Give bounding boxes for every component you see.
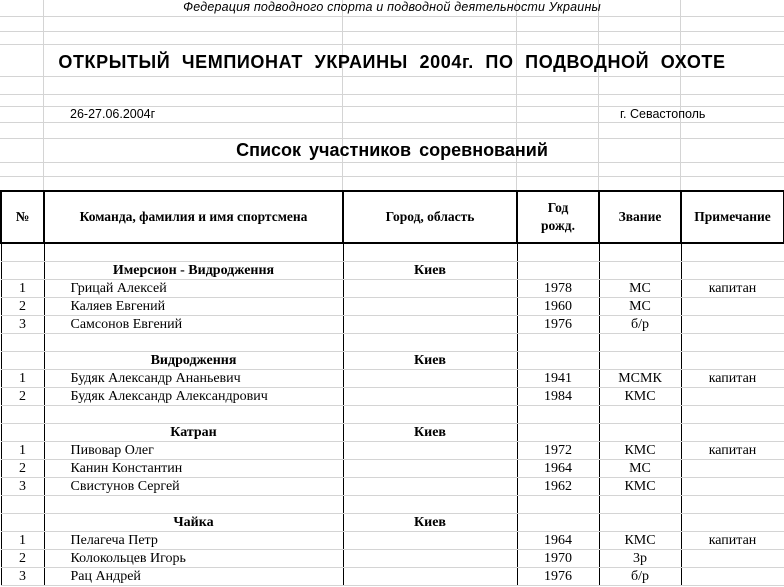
team-row [1, 352, 784, 370]
cell-note [681, 550, 784, 568]
cell-num: 3 [1, 316, 44, 334]
column-header-num: № [1, 191, 44, 243]
empty-cell [343, 478, 517, 496]
empty-cell [343, 496, 517, 514]
team-name: Чайка [44, 514, 343, 532]
cell-rank: б/р [599, 568, 681, 586]
cell-num: 1 [1, 370, 44, 388]
blank-row [1, 243, 784, 262]
column-header-note: Примечание [681, 191, 784, 243]
cell-year: 1964 [517, 532, 599, 550]
empty-cell [517, 424, 599, 442]
table-row [1, 280, 784, 298]
cell-year: 1984 [517, 388, 599, 406]
empty-cell [343, 334, 517, 352]
cell-year: 1976 [517, 568, 599, 586]
gridline [0, 44, 784, 45]
empty-cell [599, 496, 681, 514]
empty-cell [517, 243, 599, 262]
empty-cell [1, 406, 44, 424]
empty-cell [44, 243, 343, 262]
team-city: Киев [343, 514, 517, 532]
gridline [0, 16, 784, 17]
table-row [1, 316, 784, 334]
empty-cell [1, 424, 44, 442]
empty-cell [343, 550, 517, 568]
cell-num: 2 [1, 550, 44, 568]
cell-name: Пелагеча Петр [44, 532, 343, 550]
team-row [1, 262, 784, 280]
cell-name: Канин Константин [44, 460, 343, 478]
team-row [1, 424, 784, 442]
empty-cell [343, 298, 517, 316]
empty-cell [343, 243, 517, 262]
cell-note [681, 316, 784, 334]
cell-rank: б/р [599, 316, 681, 334]
empty-cell [343, 442, 517, 460]
cell-rank: 3р [599, 550, 681, 568]
cell-name: Рац Андрей [44, 568, 343, 586]
cell-year: 1964 [517, 460, 599, 478]
empty-cell [517, 496, 599, 514]
table-row [1, 370, 784, 388]
empty-cell [599, 352, 681, 370]
cell-note: капитан [681, 280, 784, 298]
cell-rank: КМС [599, 442, 681, 460]
cell-rank: КМС [599, 478, 681, 496]
team-name: Видродження [44, 352, 343, 370]
team-name: Имерсион - Видродження [44, 262, 343, 280]
empty-cell [517, 514, 599, 532]
table-row [1, 388, 784, 406]
team-city: Киев [343, 262, 517, 280]
cell-year: 1970 [517, 550, 599, 568]
empty-cell [1, 243, 44, 262]
column-header-rank: Звание [599, 191, 681, 243]
cell-note: капитан [681, 442, 784, 460]
table-row [1, 442, 784, 460]
empty-cell [599, 262, 681, 280]
cell-num: 1 [1, 532, 44, 550]
column-header-name: Команда, фамилия и имя спортсмена [44, 191, 343, 243]
table-row [1, 298, 784, 316]
blank-row [1, 406, 784, 424]
event-city: г. Севастополь [620, 107, 706, 121]
cell-num: 2 [1, 388, 44, 406]
empty-cell [343, 388, 517, 406]
cell-num: 2 [1, 298, 44, 316]
empty-cell [517, 334, 599, 352]
cell-year: 1972 [517, 442, 599, 460]
empty-cell [343, 316, 517, 334]
gridline [0, 162, 784, 163]
team-row [1, 514, 784, 532]
empty-cell [681, 514, 784, 532]
team-name: Катран [44, 424, 343, 442]
cell-num: 3 [1, 568, 44, 586]
table-row [1, 568, 784, 586]
event-date: 26-27.06.2004г [70, 107, 156, 121]
cell-note [681, 568, 784, 586]
cell-note [681, 460, 784, 478]
empty-cell [681, 243, 784, 262]
gridline [0, 94, 784, 95]
empty-cell [1, 352, 44, 370]
column-header-city: Город, область [343, 191, 517, 243]
cell-num: 3 [1, 478, 44, 496]
empty-cell [343, 370, 517, 388]
empty-cell [599, 424, 681, 442]
cell-note: капитан [681, 370, 784, 388]
table-row [1, 460, 784, 478]
cell-year: 1962 [517, 478, 599, 496]
empty-cell [681, 352, 784, 370]
cell-rank: МСМК [599, 370, 681, 388]
empty-cell [681, 424, 784, 442]
empty-cell [44, 406, 343, 424]
cell-rank: МС [599, 460, 681, 478]
gridline [0, 31, 784, 32]
empty-cell [599, 406, 681, 424]
gridline [43, 0, 44, 190]
empty-cell [44, 496, 343, 514]
gridline [598, 0, 599, 190]
cell-num: 2 [1, 460, 44, 478]
empty-cell [599, 334, 681, 352]
empty-cell [599, 514, 681, 532]
empty-cell [343, 280, 517, 298]
table-row [1, 550, 784, 568]
empty-cell [681, 262, 784, 280]
cell-note: капитан [681, 532, 784, 550]
participants-table [0, 190, 784, 586]
blank-row [1, 496, 784, 514]
cell-num: 1 [1, 280, 44, 298]
cell-note [681, 388, 784, 406]
empty-cell [343, 406, 517, 424]
cell-year: 1978 [517, 280, 599, 298]
cell-name: Будяк Александр Александрович [44, 388, 343, 406]
empty-cell [343, 568, 517, 586]
blank-row [1, 334, 784, 352]
cell-note [681, 478, 784, 496]
cell-name: Свистунов Сергей [44, 478, 343, 496]
list-subtitle: Список участников соревнований [236, 140, 548, 160]
empty-cell [517, 262, 599, 280]
empty-cell [343, 532, 517, 550]
empty-cell [1, 496, 44, 514]
empty-cell [681, 496, 784, 514]
gridline [516, 0, 517, 190]
column-header-year-line1: Год [547, 200, 569, 216]
column-header-year-line2: рожд. [541, 218, 575, 233]
table-header-row [1, 191, 784, 243]
empty-cell [681, 406, 784, 424]
empty-cell [517, 352, 599, 370]
cell-year: 1976 [517, 316, 599, 334]
cell-name: Пивовар Олег [44, 442, 343, 460]
gridline [0, 176, 784, 177]
cell-num: 1 [1, 442, 44, 460]
cell-rank: МС [599, 298, 681, 316]
empty-cell [599, 243, 681, 262]
empty-cell [1, 262, 44, 280]
gridline [0, 138, 784, 139]
championship-title: ОТКРЫТЫЙ ЧЕМПИОНАТ УКРАИНЫ 2004г. ПО ПОДВОДНОЙ ОХОТЕ [58, 52, 726, 72]
team-city: Киев [343, 352, 517, 370]
cell-name: Грицай Алексей [44, 280, 343, 298]
gridline [0, 76, 784, 77]
empty-cell [343, 460, 517, 478]
federation-heading: Федерация подводного спорта и подводной деятельности Украины [183, 0, 601, 14]
cell-year: 1941 [517, 370, 599, 388]
gridline [0, 122, 784, 123]
cell-rank: КМС [599, 388, 681, 406]
cell-rank: МС [599, 280, 681, 298]
empty-cell [517, 406, 599, 424]
column-header-year [517, 191, 599, 243]
empty-cell [1, 334, 44, 352]
gridline [680, 0, 681, 190]
cell-rank: КМС [599, 532, 681, 550]
cell-name: Каляев Евгений [44, 298, 343, 316]
cell-year: 1960 [517, 298, 599, 316]
team-city: Киев [343, 424, 517, 442]
empty-cell [681, 334, 784, 352]
cell-name: Самсонов Евгений [44, 316, 343, 334]
table-row [1, 478, 784, 496]
gridline [342, 0, 343, 190]
cell-name: Колокольцев Игорь [44, 550, 343, 568]
empty-cell [44, 334, 343, 352]
table-row [1, 532, 784, 550]
empty-cell [1, 514, 44, 532]
cell-note [681, 298, 784, 316]
cell-name: Будяк Александр Ананьевич [44, 370, 343, 388]
